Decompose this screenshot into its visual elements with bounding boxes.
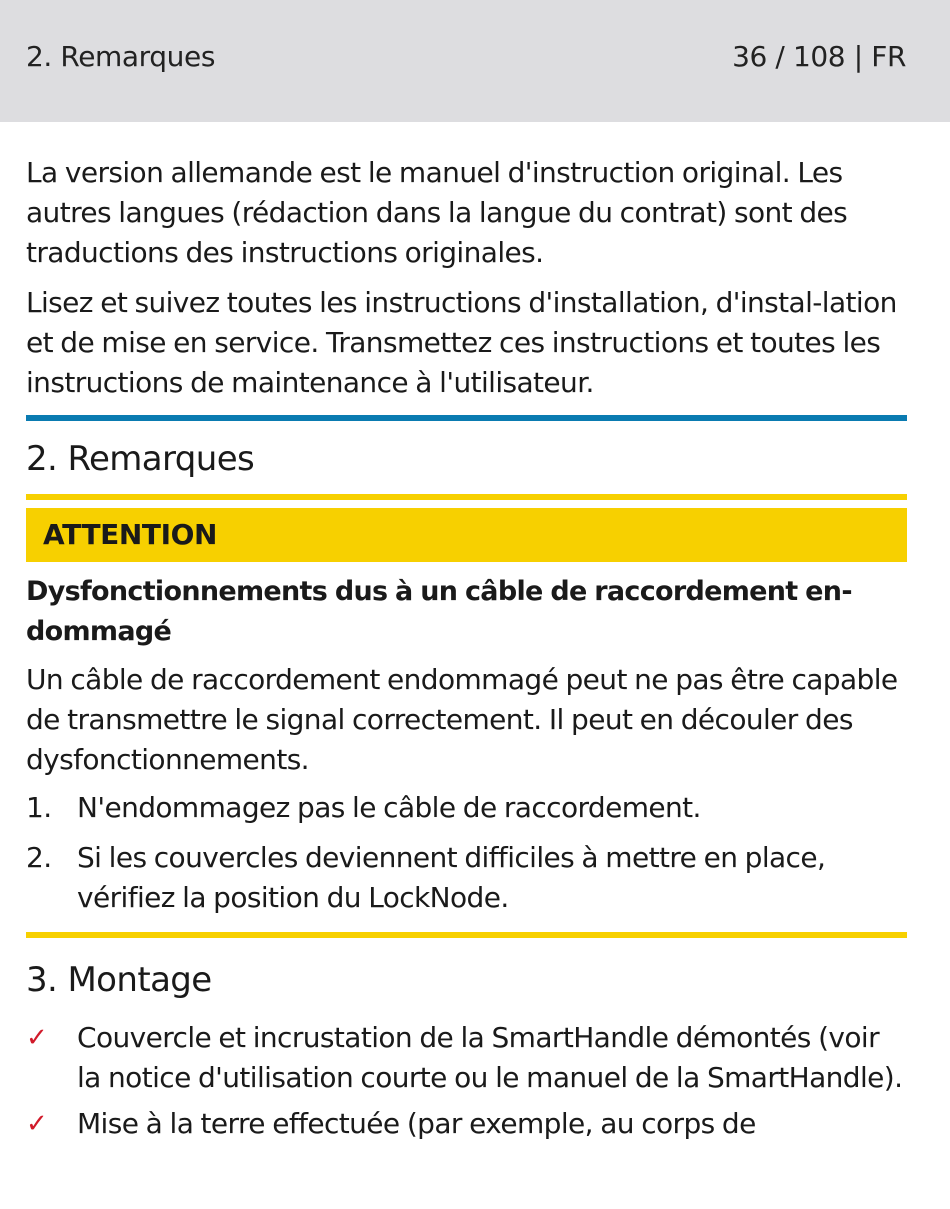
check-icon: ✓ xyxy=(26,1023,48,1053)
prerequisite-item xyxy=(26,1104,907,1144)
header-page-info: 36 / 108 | FR xyxy=(732,40,906,73)
step-number: 1. xyxy=(26,791,52,824)
prerequisite-text: Couvercle et incrustation de la SmartHandle démontés (voir la notice d'utilisation courte ou le manuel de la SmartHandle). xyxy=(77,1021,903,1094)
step-text: N'endommagez pas le câble de raccordement. xyxy=(77,791,701,824)
step-text: Si les couvercles deviennent difficiles à mettre en place, vérifiez la position du LockNode. xyxy=(77,841,826,914)
intro-paragraph-2: Lisez et suivez toutes les instructions d'installation, d'instal-lation et de mise en service. Transmettez ces instructions et toutes les instructions de maintenance à l'utilisateur. xyxy=(26,286,897,399)
warning-body: Un câble de raccordement endommagé peut ne pas être capable de transmettre le signal correctement. Il peut en découler des dysfonctionnements. xyxy=(26,663,898,776)
warning-top-rule xyxy=(26,494,907,500)
step-item xyxy=(26,838,907,918)
document-content xyxy=(26,153,907,1144)
attention-label: ATTENTION xyxy=(43,518,218,551)
step-item xyxy=(26,788,907,828)
warning-bottom-rule xyxy=(26,932,907,938)
warning-steps xyxy=(26,788,907,918)
check-icon: ✓ xyxy=(26,1109,48,1139)
remarques-heading: 2. Remarques xyxy=(26,439,255,479)
prerequisite-item xyxy=(26,1018,907,1098)
attention-banner xyxy=(26,508,907,562)
intro-paragraph-1: La version allemande est le manuel d'instruction original. Les autres langues (rédaction dans la langue du contrat) sont des traductions des instructions originales. xyxy=(26,156,848,269)
montage-heading: 3. Montage xyxy=(26,960,212,1000)
section-divider xyxy=(26,415,907,421)
warning-title: Dysfonctionnements dus à un câble de raccordement en-dommagé xyxy=(26,576,852,647)
prerequisite-text: Mise à la terre effectuée (par exemple, au corps de xyxy=(77,1107,756,1140)
prerequisite-list xyxy=(26,1018,907,1144)
step-number: 2. xyxy=(26,841,52,874)
header-section-title: 2. Remarques xyxy=(26,40,216,73)
page-header xyxy=(0,0,950,122)
